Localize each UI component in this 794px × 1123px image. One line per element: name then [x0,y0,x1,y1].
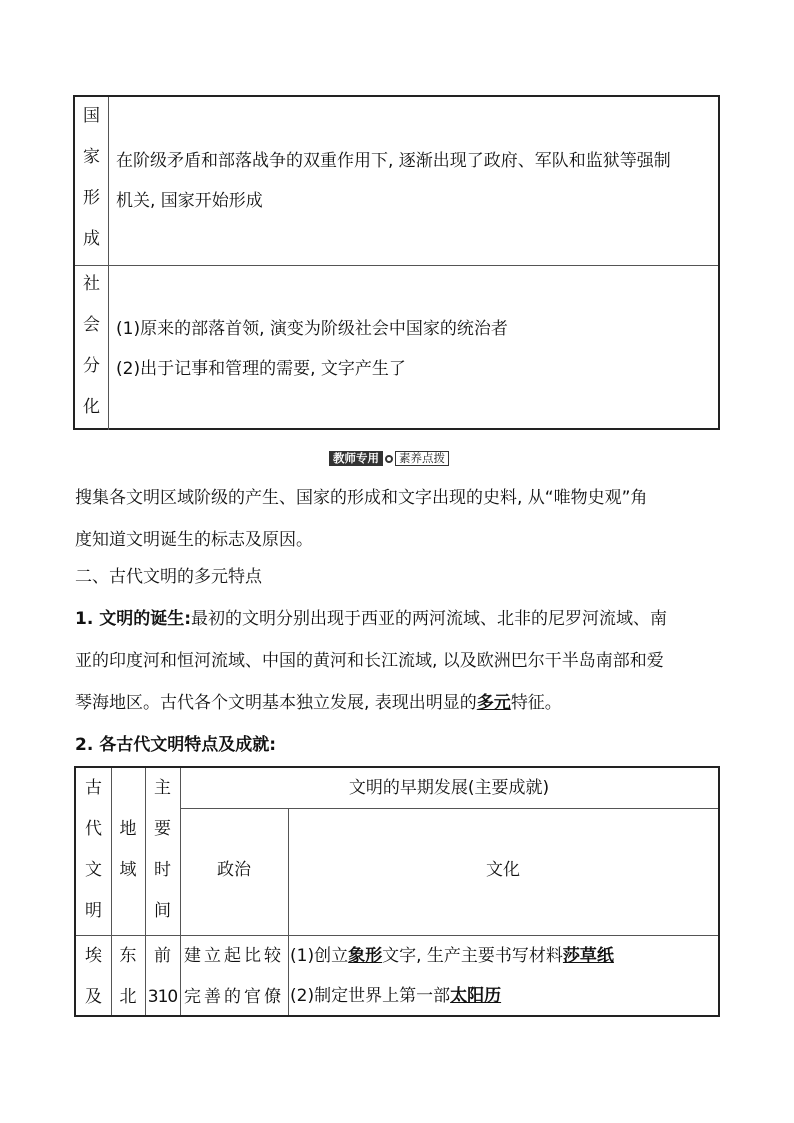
text-segment: 特征。 [510,693,562,713]
header-char: 代 [85,819,102,839]
cell-line: 完善的官僚 [184,987,284,1007]
keyword: 多元 [476,693,511,713]
label-char: 家 [83,147,100,167]
cell-culture-egypt [290,936,614,1016]
content-line: (1)原来的部落首领, 演变为阶级社会中国家的统治者 [116,319,508,339]
cell-char: 北 [119,987,137,1007]
text-line: 亚的印度河和恒河流域、中国的黄河和长江流域, 以及欧洲巴尔干半岛南部和爱 [75,651,664,671]
badge-teacher-label: 教师专用 [329,451,383,466]
row-label-state-formation [75,97,109,265]
header-early-development: 文明的早期发展(主要成就) [348,778,550,798]
label-char: 会 [83,315,100,335]
header-char: 文 [85,860,102,880]
cell-line: 建立起比较 [184,946,284,966]
keyword: 莎草纸 [562,946,614,966]
cell-region-egypt [111,936,145,1018]
text-line [75,598,720,640]
badge-dot-icon [385,455,393,463]
header-culture: 文化 [486,860,520,880]
origin-table [73,95,720,430]
cell-char: 埃 [85,946,102,966]
header-ancient-civilization [76,768,111,932]
label-char: 分 [83,356,100,376]
intro-paragraph [75,477,720,561]
header-char: 要 [154,819,171,839]
keyword: 太阳历 [450,986,502,1006]
header-main-period [145,768,180,932]
grid-line [288,808,289,1015]
label-char: 形 [83,188,100,208]
content-line: (2)出于记事和管理的需要, 文字产生了 [116,359,406,379]
header-char: 地 [119,819,137,839]
header-char: 间 [154,901,171,921]
header-politics: 政治 [217,860,251,880]
text-segment: (1)创立 [290,946,349,966]
text-segment: 最初的文明分别出现于西亚的两河流域、北非的尼罗河流域、南 [191,609,668,629]
label-char: 化 [83,397,100,417]
cell-line [290,976,614,1016]
row-label-social-division [75,265,109,430]
cell-line [290,936,614,976]
point-2-label: 2. 各古代文明特点及成就: [75,735,277,755]
cell-time-egypt [145,936,180,1018]
cell-char: 310 [147,987,178,1007]
content-line: 机关, 国家开始形成 [116,191,263,211]
cell-char: 及 [85,987,102,1007]
teacher-tip-badge [329,450,449,467]
cell-politics-egypt [180,936,288,1018]
cell-civilization-egypt [76,936,111,1018]
civilizations-table [74,766,720,1017]
label-char: 国 [83,106,100,126]
label-char: 社 [83,274,100,294]
text-segment: 文字, 生产主要书写材料 [382,946,563,966]
text-segment: (2)制定世界上第一部 [290,986,451,1006]
text-line: 搜集各文明区域阶级的产生、国家的形成和文字出现的史料, 从“唯物史观”角 [75,488,648,508]
text-segment: 琴海地区。古代各个文明基本独立发展, 表现出明显的 [75,693,477,713]
text-line [75,682,720,724]
cell-char: 东 [119,946,137,966]
content-line: 在阶级矛盾和部落战争的双重作用下, 逐渐出现了政府、军队和监狱等强制 [116,151,671,171]
header-char: 时 [154,860,171,880]
header-char: 古 [85,778,102,798]
text-line: 度知道文明诞生的标志及原因。 [75,530,313,550]
row-content-social-division [116,309,710,389]
header-region [111,809,145,891]
section-heading: 二、古代文明的多元特点 [75,567,262,587]
header-char: 明 [85,901,102,921]
header-char: 主 [154,778,171,798]
header-char: 域 [119,860,137,880]
row-content-state-formation [116,141,710,221]
badge-tip-label: 素养点拨 [395,451,449,466]
table-row-social-division [75,265,718,430]
point-1-label: 1. 文明的诞生: [75,609,192,629]
table-row-state-formation [75,97,718,266]
grid-line [180,808,718,809]
keyword: 象形 [348,946,383,966]
cell-char: 前 [154,946,171,966]
point-1-paragraph [75,598,720,724]
label-char: 成 [83,229,100,249]
